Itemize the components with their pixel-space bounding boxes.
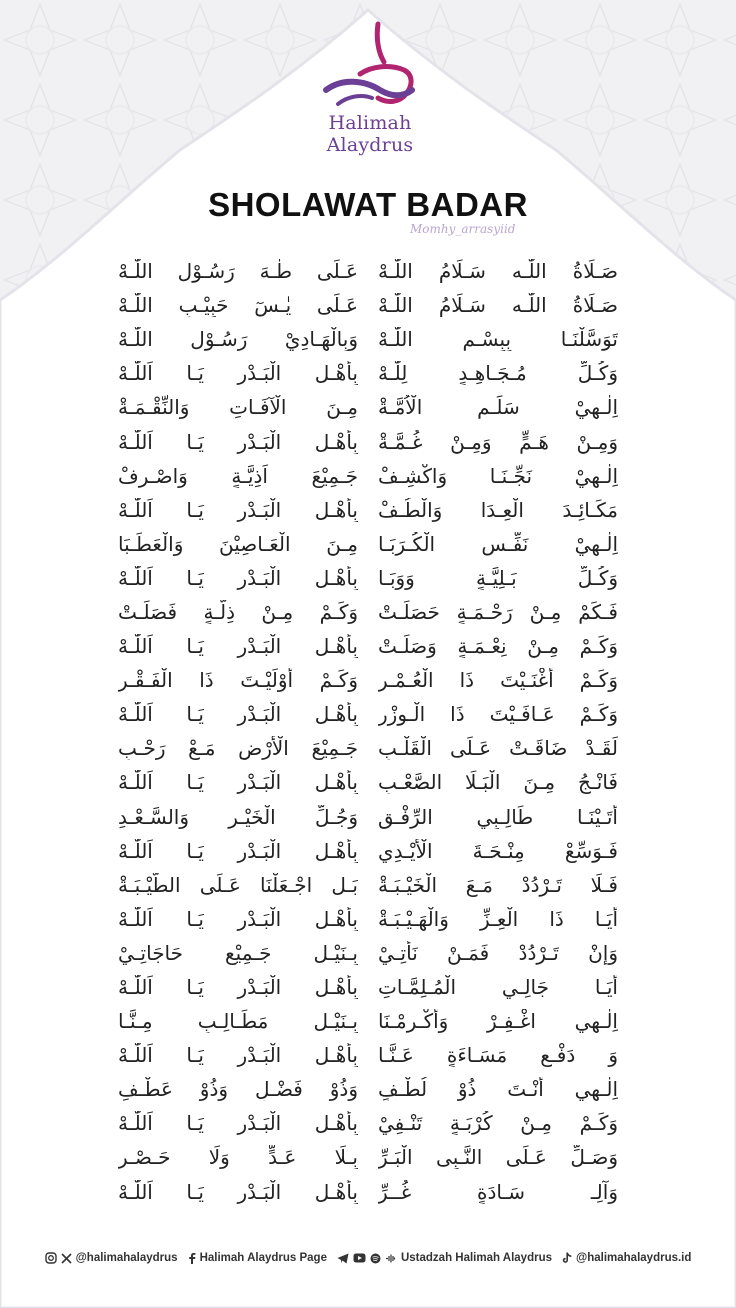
- verse-second-half: بِأَهْـلِ الْبَـدْرِ يَـا اَللّٰـهْ: [118, 975, 358, 1000]
- facebook-page: Halimah Alaydrus Page: [199, 1252, 327, 1264]
- verse-second-half: عَـلَى طٰـهَ رَسُـوْلِ اللّٰـهْ: [118, 259, 358, 284]
- verse-second-half: بِأَهْـلِ الْبَـدْرِ يَـا اَللّٰـهْ: [118, 429, 358, 454]
- verse-first-half: فَـكَمْ مِـنْ رَحْـمَـةٍ حَصَلَـتْ: [378, 599, 618, 624]
- verse-second-half: بَـلِ اجْـعَلْنَا عَـلَى الطَّيْـبَـةْ: [118, 872, 358, 897]
- ustadzah-name: Ustadzah Halimah Alaydrus: [400, 1252, 553, 1264]
- verse-row: [118, 868, 618, 902]
- verse-first-half: أَتَـيْنَـا طَالِـبِي الرِّفْـقِ: [378, 804, 618, 829]
- verse-row: [118, 663, 618, 697]
- verse-second-half: بِأَهْـلِ الْبَـدْرِ يَـا اَللّٰـهْ: [118, 565, 358, 590]
- tiktok-handle: @halimahalaydrus.id: [576, 1252, 692, 1264]
- verse-row: [118, 561, 618, 595]
- verse-first-half: وَصَـلِّ عَـلَى النَّـبِى الْبَـرِّ: [378, 1145, 618, 1170]
- verse-first-half: وَمِـنْ هَـمٍّ وَمِـنْ غُـمَّـةْ: [378, 429, 618, 454]
- brand-name-line2: Alaydrus: [326, 134, 414, 156]
- verse-first-half: أَيَـا جَالِـي الْمُـلِمَّـاتِ: [378, 975, 618, 1000]
- footer-facebook[interactable]: [188, 1252, 327, 1264]
- verse-row: [118, 1140, 618, 1174]
- verse-first-half: وَكَـمْ أَغْنَـيْتَ ذَا الْعُـمْـرِ: [378, 668, 618, 693]
- verse-first-half: صَـلَاةُ اللّٰـه سَـلَامُ اللّٰـهْ: [378, 293, 618, 318]
- verse-first-half: وَكُـلِّ مُـجَـاهِـدٍ لِلّٰـهْ: [378, 361, 618, 386]
- verse-row: [118, 834, 618, 868]
- verse-row: [118, 1038, 618, 1072]
- verse-first-half: مَكَـائِـدَ الْعِـدَا وَالْطُـفْ: [378, 497, 618, 522]
- verse-first-half: لَقَـدْ ضَاقَـتْ عَـلَى الْقَلْـبِ: [378, 736, 618, 761]
- social-footer: [0, 1248, 736, 1268]
- brand-name-line1: Halimah: [328, 112, 412, 134]
- verse-second-half: وَجُـلِّ الْخَيْـرِ وَالسَّـعْـدِ: [118, 804, 358, 829]
- verse-row: [118, 697, 618, 731]
- x-icon: [61, 1253, 72, 1264]
- verse-first-half: تَوَسَّلْنَـا بِبِسْـمِ اللّٰـهْ: [378, 327, 618, 352]
- verse-second-half: بِأَهْـلِ الْبَـدْرِ يَـا اَللّٰـهْ: [118, 634, 358, 659]
- verse-second-half: بِأَهْـلِ الْبَـدْرِ يَـا اَللّٰـهْ: [118, 838, 358, 863]
- verse-row: [118, 322, 618, 356]
- verse-second-half: بِأَهْـلِ الْبَـدْرِ يَـا اَللّٰـهْ: [118, 1111, 358, 1136]
- verse-second-half: بِـنَيْـلِ جَـمِيْعِ حَاجَاتِـيْ: [118, 940, 358, 965]
- footer-tiktok[interactable]: [562, 1252, 691, 1264]
- verse-second-half: بِأَهْـلِ الْبَـدْرِ يَـا اَللّٰـهْ: [118, 497, 358, 522]
- verse-first-half: اِلٰـهِيْ نَفِّـسِ الْكُـرَبَـا: [378, 531, 618, 556]
- verse-first-half: اِلٰـهِيْ نَجِّـنَـا وَاكْشِـفْ: [378, 463, 618, 488]
- footer-instagram-x[interactable]: [45, 1252, 178, 1264]
- verse-row: [118, 1072, 618, 1106]
- verse-second-half: وَبِالْهَـادِيْ رَسُـوْلِ اللّٰـهْ: [118, 327, 358, 352]
- verse-first-half: فَانْـجُ مِـنَ الْبَـلَا الصَّعْـبِ: [378, 770, 618, 795]
- verse-row: [118, 527, 618, 561]
- verse-first-half: وَإِنْ تَـرْدُدْ فَمَـنْ نَأْتِـيْ: [378, 940, 618, 965]
- verse-row: [118, 936, 618, 970]
- verse-row: [118, 629, 618, 663]
- verse-second-half: بِأَهْـلِ الْبَـدْرِ يَـا اَللّٰـهْ: [118, 702, 358, 727]
- instagram-icon: [45, 1252, 57, 1264]
- youtube-icon: [353, 1253, 366, 1263]
- tiktok-icon: [562, 1252, 572, 1264]
- verse-second-half: بِأَهْـلِ الْبَـدْرِ يَـا اَللّٰـهْ: [118, 1043, 358, 1068]
- verse-first-half: فَـلَا تَـرْدُدْ مَـعَ الْخَيْـبَـةْ: [378, 872, 618, 897]
- verse-first-half: اِلٰـهِي اغْـفِـرْ وَأَكْـرِمْـنَا: [378, 1009, 618, 1034]
- verse-row: [118, 288, 618, 322]
- verse-first-half: وَكَـمْ مِـنْ كُرْبَـةٍ تَنْـفِيْ: [378, 1111, 618, 1136]
- verse-second-half: جَـمِيْعَ اَذِيَّـةٍ وَاصْـرِفْ: [118, 463, 358, 488]
- telegram-icon: [337, 1253, 349, 1264]
- verse-second-half: بِأَهْـلِ الْبَـدْرِ يَـا اَللّٰـهْ: [118, 361, 358, 386]
- verse-row: [118, 595, 618, 629]
- verse-row: [118, 424, 618, 458]
- spotify-icon: [370, 1253, 381, 1264]
- verse-row: [118, 1004, 618, 1038]
- verse-first-half: وَكَـمْ مِـنْ نِعْـمَـةٍ وَصَلَـتْ: [378, 634, 618, 659]
- verse-row: [118, 390, 618, 424]
- podcast-icon: [385, 1253, 397, 1264]
- verse-second-half: بِأَهْـلِ الْبَـدْرِ يَـا اَللّٰـهْ: [118, 770, 358, 795]
- verse-second-half: بِـلَا عَـدٍّ وَلَا حَـصْـرِ: [118, 1145, 358, 1170]
- verse-row: [118, 459, 618, 493]
- verse-second-half: بِأَهْـلِ الْبَـدْرِ يَـا اَللّٰـهْ: [118, 906, 358, 931]
- verse-first-half: وَ دَفْـعِ مَسَـاءَةٍ عَـنَّـا: [378, 1043, 618, 1068]
- verse-first-half: فَـوَسِّعْ مِنْـحَـةَ الْأَيْـدِي: [378, 838, 618, 863]
- verse-first-half: صَـلَاةُ اللّٰـه سَـلَامُ اللّٰـهْ: [378, 259, 618, 284]
- verse-second-half: وَكَـمْ أَوْلَيْـتَ ذَا الْفَـقْـرِ: [118, 668, 358, 693]
- verse-row: [118, 493, 618, 527]
- facebook-icon: [188, 1252, 196, 1264]
- verse-first-half: وَكَـمْ عَـافَـيْتَ ذَا الْـوِزْرِ: [378, 702, 618, 727]
- verse-second-half: جَـمِيْعَ الْأَرْضِ مَـعْ رَحْـبِ: [118, 736, 358, 761]
- verse-row: [118, 970, 618, 1004]
- verse-second-half: بِأَهْـلِ الْبَـدْرِ يَـا اَللّٰـهْ: [118, 1179, 358, 1204]
- verse-row: [118, 731, 618, 765]
- verse-first-half: وَآلِـ سَـادَةٍ غُــرِّ: [378, 1179, 618, 1204]
- footer-ustadzah[interactable]: [337, 1252, 552, 1264]
- verse-second-half: وَذُوْ فَضْـلٍ وَذُوْ عَطْـفِ: [118, 1077, 358, 1102]
- verse-first-half: اِلٰـهِيْ سَلِّـمِ الْاُمَّـةْ: [378, 395, 618, 420]
- verse-first-half: وَكُـلِّ بَـلِيَّـةٍ وَوَبَـا: [378, 565, 618, 590]
- verse-second-half: مِـنَ الْآفَـاتِ وَالنِّقْـمَـةْ: [118, 395, 358, 420]
- logo-mark-icon: [320, 18, 420, 112]
- verse-row: [118, 1175, 618, 1209]
- verse-second-half: بِـنَيْـلِ مَطَـالِـبٍ مِـنَّـا: [118, 1009, 358, 1034]
- verse-row: [118, 765, 618, 799]
- verse-second-half: مِـنَ الْعَـاصِيْنَ وَالْعَطَـبَا: [118, 531, 358, 556]
- verse-second-half: وَكَـمْ مِـنْ ذِلَّـةٍ فَصَلَـتْ: [118, 599, 358, 624]
- page-title: SHOLAWAT BADAR: [208, 186, 528, 223]
- verse-first-half: أَيَـا ذَا الْعِـزِّ وَالْهَـيْـبَـةْ: [378, 906, 618, 931]
- poem-text: [118, 254, 618, 1209]
- verse-row: [118, 800, 618, 834]
- instagram-handle: @halimahalaydrus: [75, 1252, 178, 1264]
- verse-first-half: اِلٰـهِي أَنْـتَ ذُوْ لُطْـفٍ: [378, 1077, 618, 1102]
- brand-logo: [318, 18, 422, 168]
- verse-row: [118, 902, 618, 936]
- verse-row: [118, 254, 618, 288]
- verse-row: [118, 1106, 618, 1140]
- verse-second-half: عَـلَى يٰـسٓ حَبِيْـبِ اللّٰـهْ: [118, 293, 358, 318]
- watermark: Momhy_arrasyiid: [410, 222, 516, 236]
- verse-row: [118, 356, 618, 390]
